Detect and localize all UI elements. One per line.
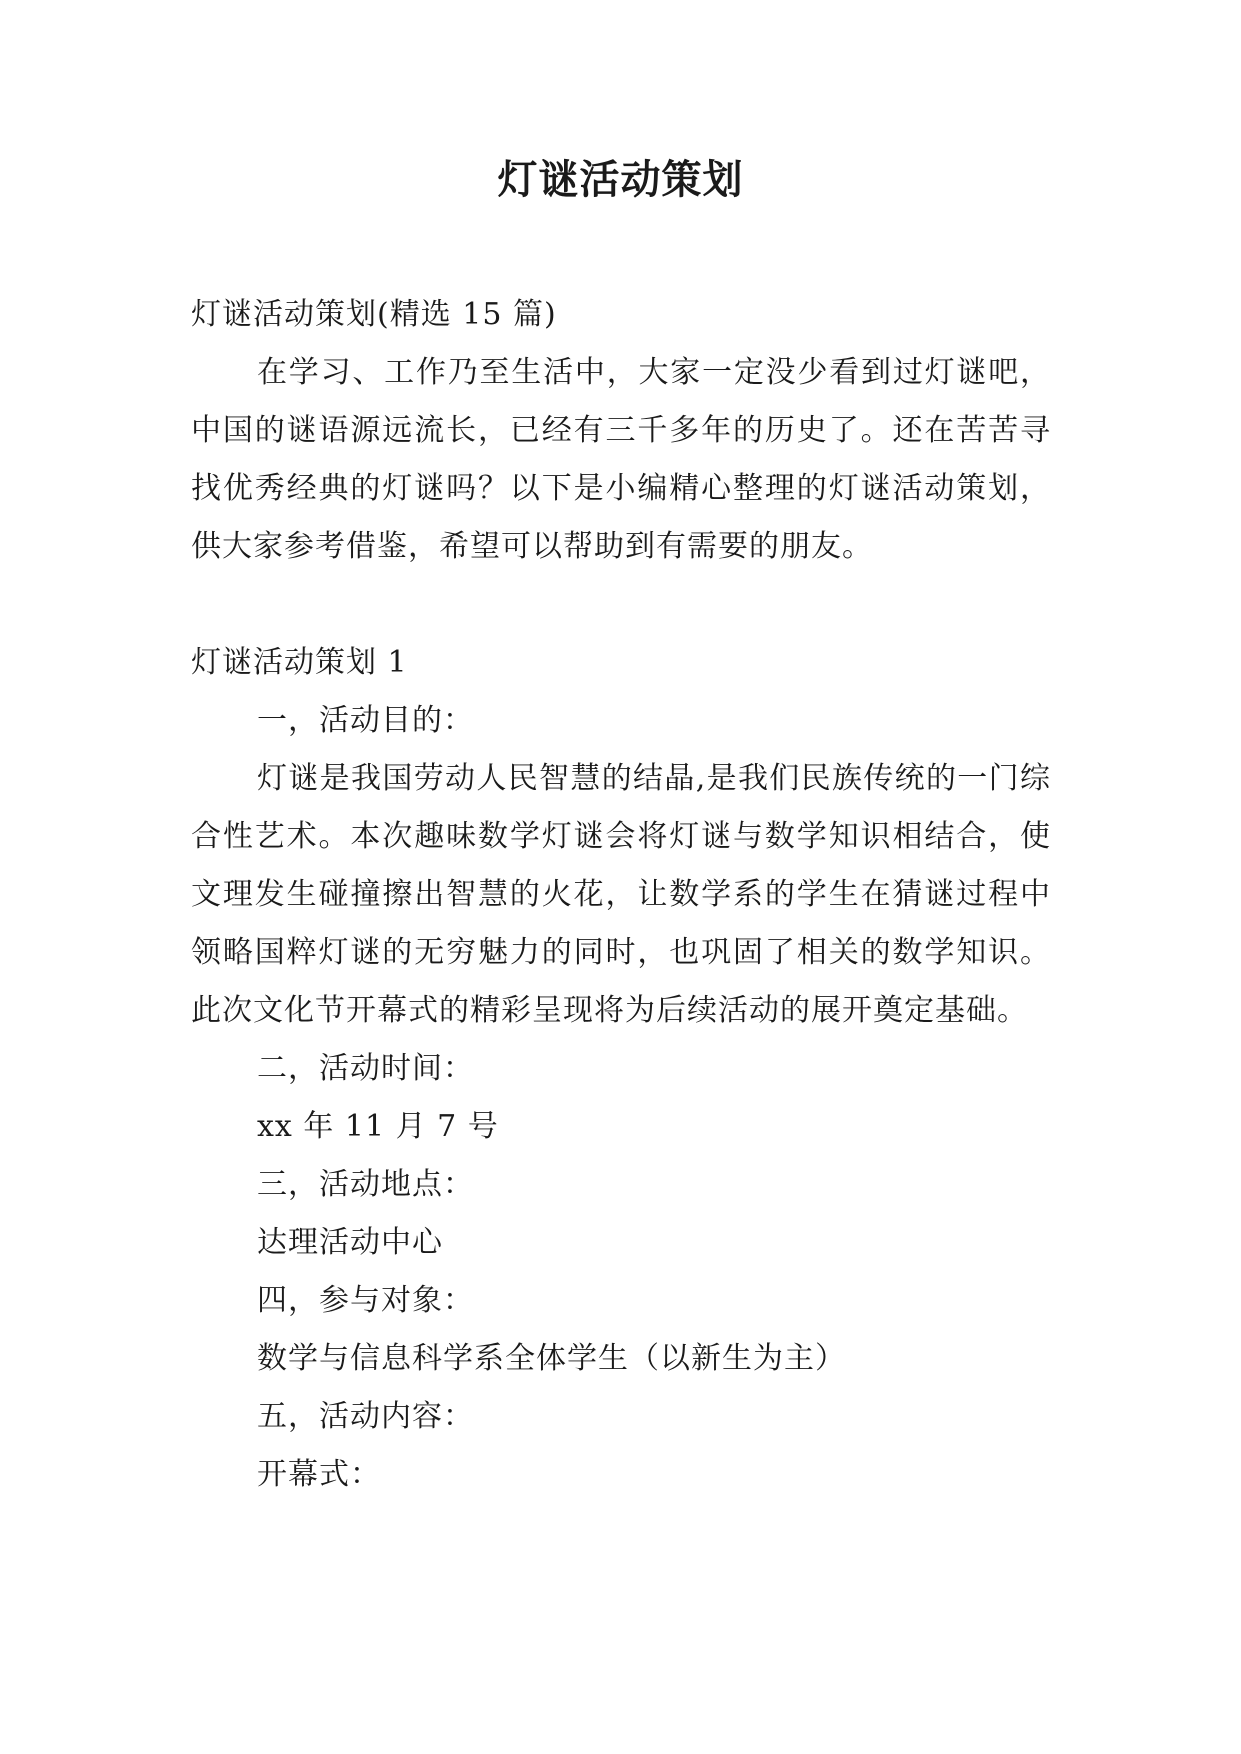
content-heading: 五，活动内容： (257, 1399, 474, 1434)
paragraph-gap (191, 576, 1051, 634)
place-value: 达理活动中心 (257, 1225, 443, 1260)
document-title: 灯谜活动策划 (497, 157, 744, 203)
place-heading: 三，活动地点： (257, 1167, 474, 1202)
opening-label: 开幕式： (257, 1457, 381, 1492)
purpose-paragraph: 灯谜是我国劳动人民智慧的结晶,是我们民族传统的一门综合性艺术。本次趣味数学灯谜会将灯谜与数学知识相结合，使文理发生碰撞擦出智慧的火花，让数学系的学生在猜谜过程中领略国粹灯谜的无穷魅力的同时，也巩固了相关的数学知识。此次文化节开幕式的精彩呈现将为后续活动的展开奠定基础。 (191, 761, 1051, 1028)
time-value: xx 年 11 月 7 号 (257, 1109, 499, 1144)
participants-value: 数学与信息科学系全体学生（以新生为主） (257, 1341, 846, 1376)
purpose-heading: 一，活动目的： (257, 703, 474, 738)
document-body (191, 286, 1051, 1504)
time-heading: 二，活动时间： (257, 1051, 474, 1086)
participants-heading: 四，参与对象： (257, 1283, 474, 1318)
intro-paragraph: 在学习、工作乃至生活中，大家一定没少看到过灯谜吧，中国的谜语源远流长，已经有三千多年的历史了。还在苦苦寻找优秀经典的灯谜吗？以下是小编精心整理的灯谜活动策划，供大家参考借鉴，希望可以帮助到有需要的朋友。 (191, 355, 1051, 564)
section-heading: 灯谜活动策划 1 (191, 645, 408, 680)
document-subtitle: 灯谜活动策划(精选 15 篇) (191, 297, 557, 332)
